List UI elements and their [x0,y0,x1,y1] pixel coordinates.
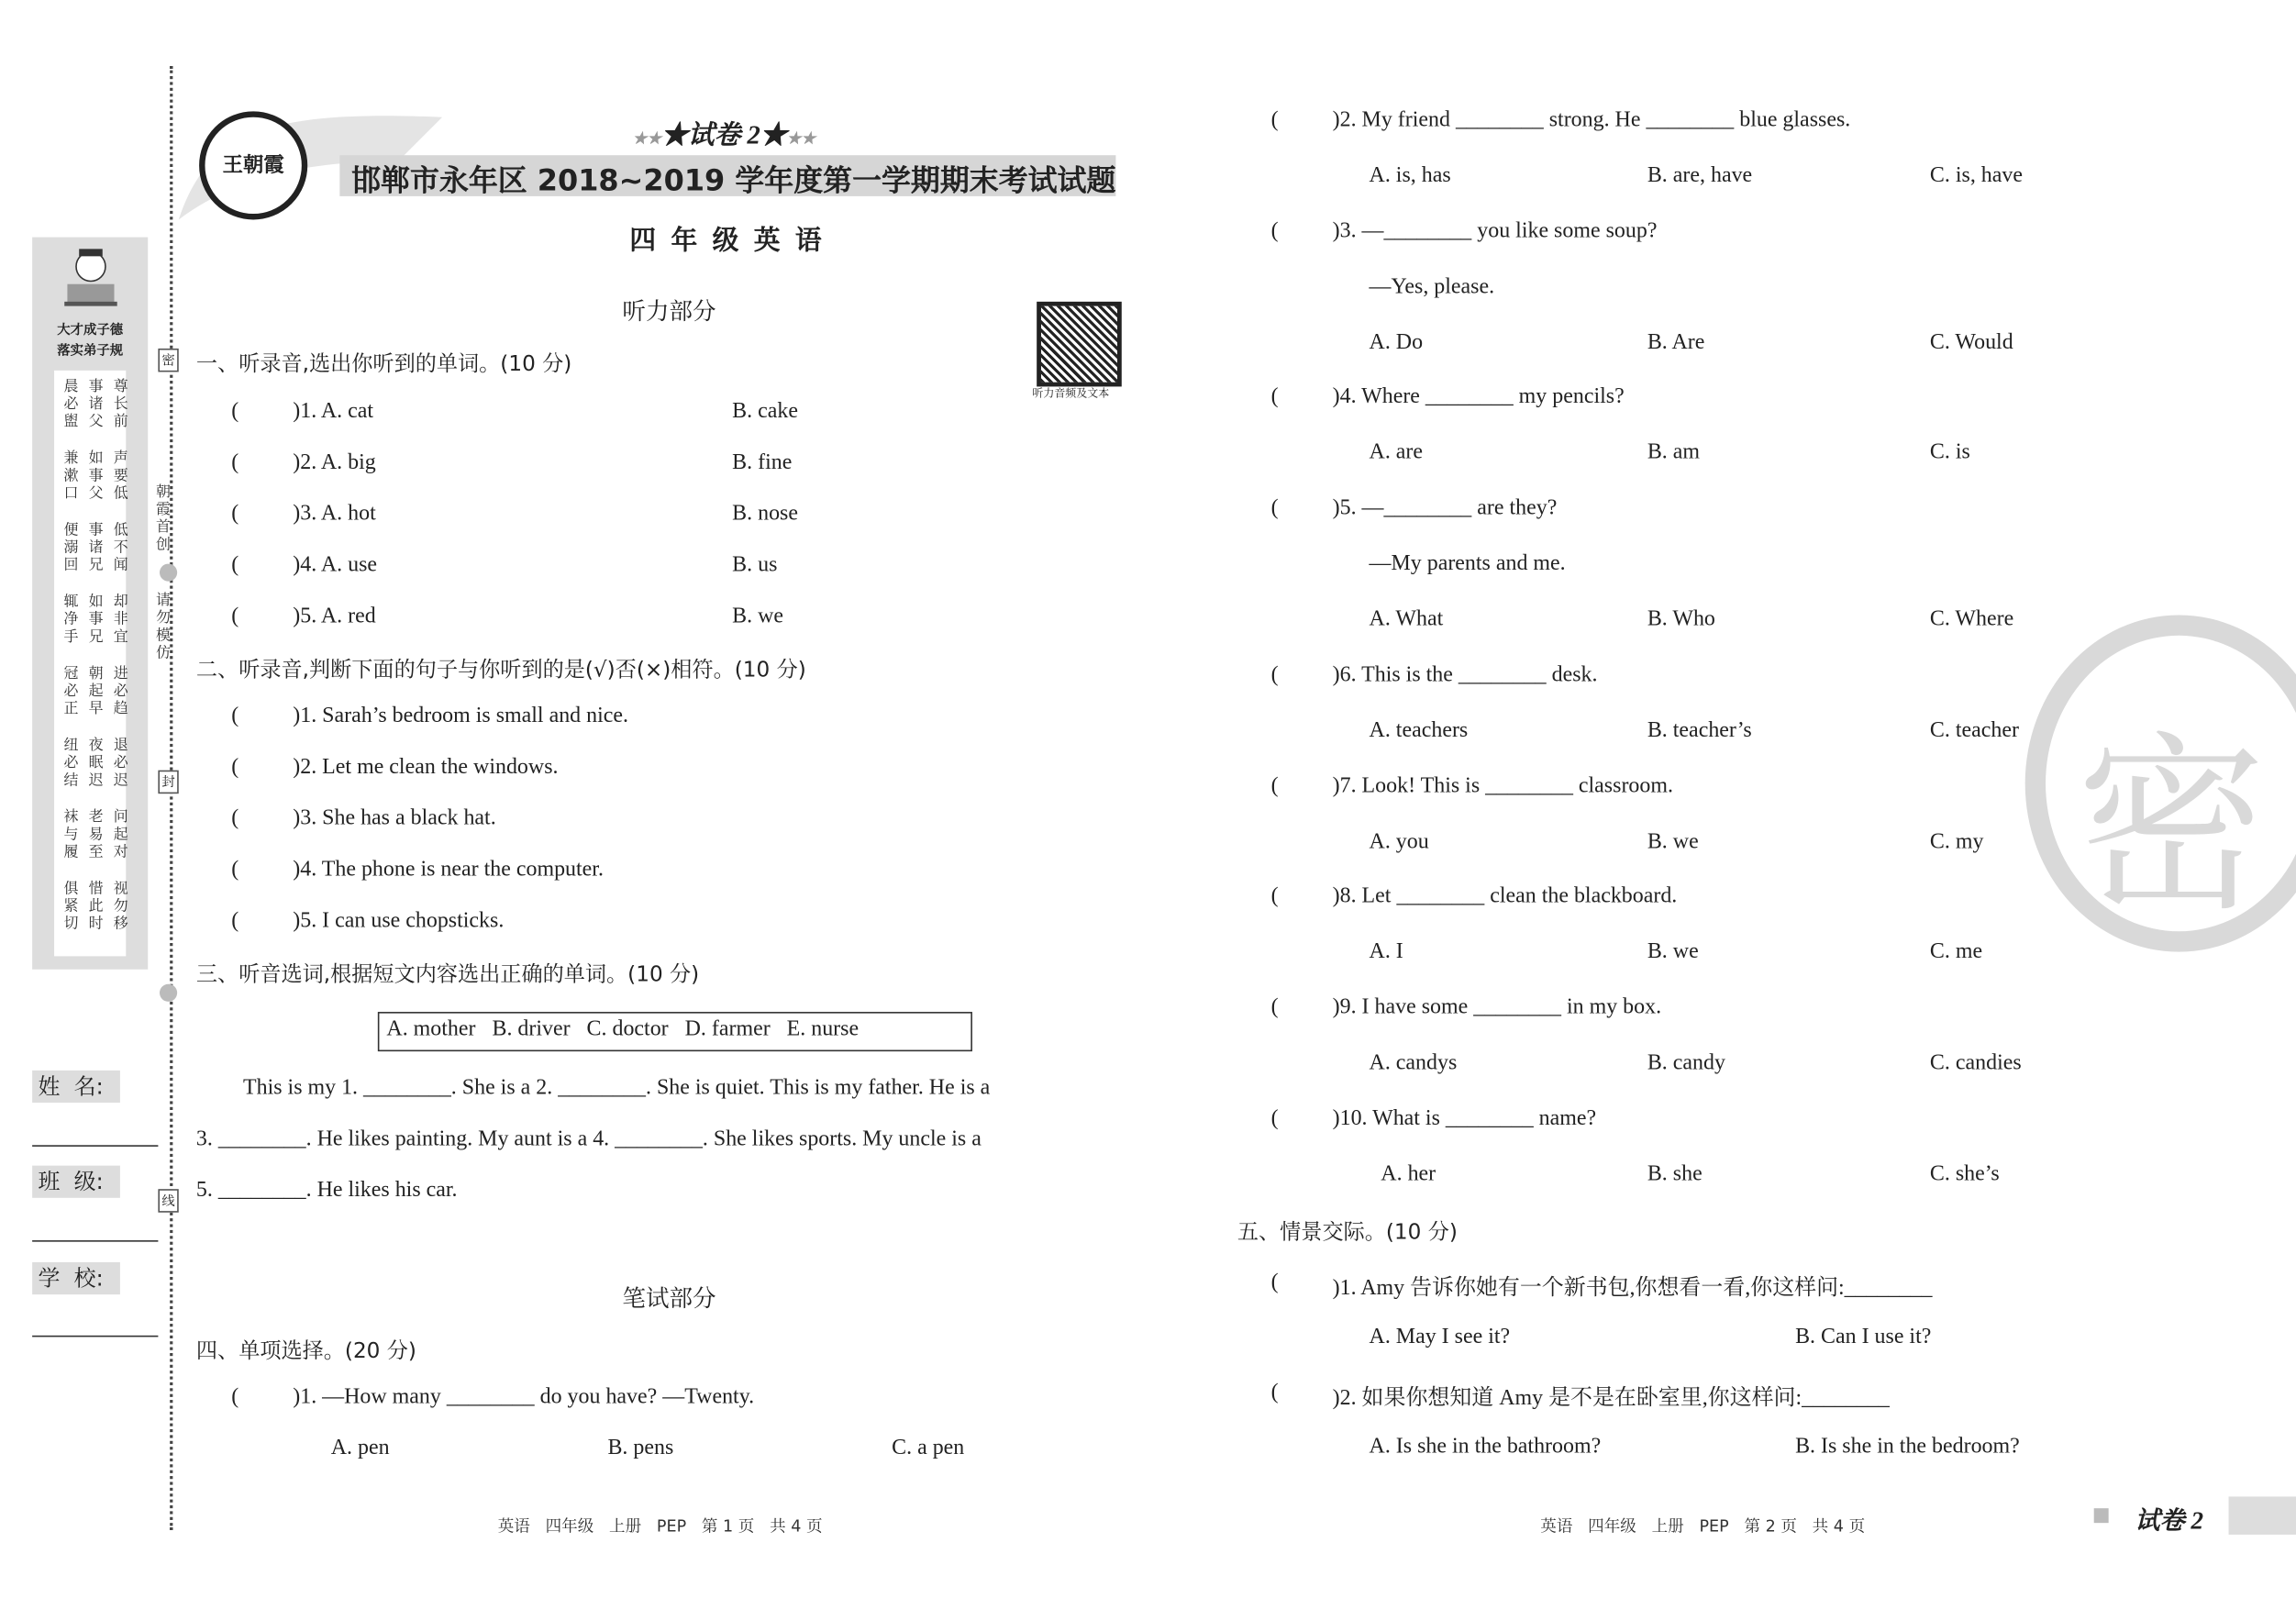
writing-section-title: 笔试部分 [622,1283,716,1313]
option-b: B. she [1647,1161,1703,1186]
option-b: B. Can I use it? [1795,1325,1932,1349]
dizigui-verse: 低不闻 [109,521,127,574]
passage-line-3: 5. ________. He likes his car. [195,1179,458,1203]
answer-bracket[interactable]: ( [1270,496,1279,520]
option-a: A. What [1369,607,1444,632]
answer-bracket[interactable]: ( [1270,1106,1279,1130]
question-text: )1. —How many ________ do you have? —Twenty. [293,1385,755,1409]
option-c: C. a pen [892,1436,965,1460]
option-b: B. we [1647,829,1699,853]
option-b: B. candy [1647,1050,1725,1075]
option-b: B. teacher’s [1647,718,1752,742]
qr-code[interactable] [1041,306,1117,383]
dizigui-verse: 纽必结 [60,736,77,790]
star-decoration: ★★ [786,130,816,149]
option-a: A. teachers [1369,718,1469,742]
option-c: C. she’s [1929,1161,2000,1186]
question-text: )10. What is ________ name? [1332,1106,1597,1130]
answer-bracket[interactable]: ( [1270,773,1279,798]
dizigui-verse: 晨必盥 [60,377,77,431]
name-label: 姓 名: [32,1071,120,1103]
school-input-line[interactable] [32,1336,158,1337]
dizigui-verse: 如事父 [84,449,102,503]
answer-bracket[interactable]: ( [231,502,239,527]
dialogue-response: —Yes, please. [1369,274,1495,299]
question-text: )2. My friend ________ strong. He ________ blue glasses. [1332,108,1851,132]
seal-mark-3: 线 [158,1189,178,1213]
passage-line-1: This is my 1. ________. She is a 2. ________. She is quiet. This is my father. He is a [242,1076,991,1100]
dizigui-verse: 视勿移 [109,880,127,933]
question-option-a: )4. A. use [293,553,378,577]
judgement-statement: )5. I can use chopsticks. [293,909,505,933]
paper-number-label: ★★★试卷 2★★★ [632,119,816,150]
dizigui-text [54,371,126,957]
class-label: 班 级: [32,1166,120,1198]
answer-bracket[interactable]: ( [1270,1271,1279,1295]
dizigui-verse: 尊长前 [109,377,127,431]
answer-bracket[interactable]: ( [231,399,239,424]
motto-line-2: 落实弟子规 [57,344,124,360]
judgement-statement: )3. She has a black hat. [293,806,496,831]
option-b: B. Who [1647,607,1715,632]
dizigui-verse: 事诸父 [84,377,102,431]
option-b: B. are, have [1647,163,1753,188]
answer-bracket[interactable]: ( [1270,884,1279,909]
dizigui-verse: 俱紧切 [60,880,77,933]
scholar-cartoon-icon [61,246,120,316]
question-text: )6. This is the ________ desk. [1332,662,1598,687]
exam-subject: 四 年 级 英 语 [629,225,825,257]
dizigui-verse: 袜与履 [60,808,77,861]
school-label: 学 校: [32,1262,120,1294]
section4-heading: 四、单项选择。(20 分) [195,1339,416,1364]
wangzhaoxia-logo: 王朝霞 [199,111,307,219]
listening-section-title: 听力部分 [622,297,716,326]
exam-title: 邯郸市永年区 2018~2019 学年度第一学期期末考试试题 [351,162,1116,198]
dizigui-verse: 如事兄 [84,593,102,646]
star-decoration: ★★ [632,130,662,149]
judgement-statement: )1. Sarah’s bedroom is small and nice. [293,704,629,728]
option-c: C. is [1929,441,1970,465]
passage-line-2: 3. ________. He likes painting. My aunt is a 4. ________. She likes sports. My uncle is a [195,1127,982,1151]
paper-number-text: 试卷 2 [687,119,760,150]
option-c: C. teacher [1929,718,2019,742]
footer-page-2: 英语 四年级 上册 PEP 第 2 页 共 4 页 [1540,1516,1866,1537]
question-option-b: B. nose [732,502,798,527]
option-a: A. you [1369,829,1429,853]
answer-bracket[interactable]: ( [1270,385,1279,409]
question-text: )4. Where ________ my pencils? [1332,385,1625,409]
dizigui-verse: 冠必正 [60,664,77,718]
option-c: C. is, have [1929,163,2024,188]
answer-bracket[interactable]: ( [231,1385,239,1409]
answer-bracket[interactable]: ( [1270,108,1279,132]
option-a: A. is, has [1369,163,1451,188]
judgement-statement: )2. Let me clean the windows. [293,755,559,780]
swirl-icon [160,564,177,582]
dizigui-verse: 进必趋 [109,664,127,718]
section2-heading: 二、听录音,判断下面的句子与你听到的是(√)否(×)相符。(10 分) [195,659,806,682]
dizigui-verse: 兼漱口 [60,449,77,503]
dizigui-verse: 老易至 [84,808,102,861]
margin-note-2: 请勿模仿 [152,591,169,662]
question-option-b: B. cake [732,399,798,424]
dizigui-verse: 朝起早 [84,664,102,718]
option-b: B. am [1647,441,1701,465]
dizigui-verse: 问起对 [109,808,127,861]
question-text: )2. 如果你想知道 Amy 是不是在卧室里,你这样问:________ [1332,1386,1890,1411]
option-a: A. pen [330,1436,390,1460]
seal-mark-1: 密 [158,349,178,372]
judgement-statement: )4. The phone is near the computer. [293,858,604,882]
name-input-line[interactable] [32,1145,158,1147]
option-b: B. pens [607,1436,674,1460]
answer-bracket[interactable]: ( [231,450,239,475]
motto-line-1: 大才成子德 [57,323,124,338]
option-c: C. Would [1929,330,2013,354]
answer-bracket[interactable]: ( [231,755,239,780]
question-text: )9. I have some ________ in my box. [1332,995,1662,1019]
answer-bracket[interactable]: ( [231,704,239,728]
section5-heading: 五、情景交际。(10 分) [1237,1221,1458,1245]
answer-bracket[interactable]: ( [1270,218,1279,243]
answer-bracket[interactable]: ( [1270,662,1279,687]
footer-page-1: 英语 四年级 上册 PEP 第 1 页 共 4 页 [497,1516,823,1537]
option-a: A. candys [1369,1050,1458,1075]
binding-dotted-line [170,66,172,1530]
class-input-line[interactable] [32,1240,158,1242]
question-text: )3. —________ you like some soup? [1332,218,1658,243]
option-b: B. we [1647,940,1699,964]
dizigui-verse: 却非宜 [109,593,127,646]
corner-decoration [2094,1508,2109,1523]
question-option-a: )1. A. cat [293,399,374,424]
option-c: C. me [1929,940,1983,964]
answer-bracket[interactable]: ( [231,605,239,628]
dizigui-verse: 声要低 [109,449,127,503]
answer-bracket[interactable]: ( [1270,1381,1279,1404]
answer-bracket[interactable]: ( [231,806,239,831]
corner-paper-label: 试卷 2 [2135,1506,2204,1535]
dialogue-response: —My parents and me. [1369,551,1566,576]
question-option-b: B. us [732,553,778,577]
seal-mark-2: 封 [158,771,178,794]
question-text: )5. —________ are they? [1332,496,1558,520]
word-bank-text: A. mother B. driver C. doctor D. farmer E. nurse [386,1017,860,1041]
option-c: C. Where [1929,607,2014,632]
question-option-b: B. fine [732,450,793,475]
section1-heading: 一、听录音,选出你听到的单词。(10 分) [195,352,572,377]
margin-note-1: 朝霞首创 [152,483,169,554]
answer-bracket[interactable]: ( [1270,995,1279,1019]
option-c: C. my [1929,829,1984,853]
question-text: )7. Look! This is ________ classroom. [1332,773,1673,798]
dizigui-verse: 便溺回 [60,521,77,574]
option-a: A. Is she in the bathroom? [1369,1435,1602,1459]
question-text: )1. Amy 告诉你她有一个新书包,你想看一看,你这样问:________ [1332,1276,1933,1301]
qr-caption: 听力音频及文本 [1032,386,1110,400]
answer-bracket[interactable]: ( [231,909,239,933]
option-a: A. her [1381,1161,1436,1186]
dizigui-verse: 惜此时 [84,880,102,933]
option-a: A. Do [1369,330,1424,354]
option-a: A. I [1369,940,1403,964]
dizigui-verse: 退必迟 [109,736,127,790]
swirl-icon [160,984,177,1002]
question-option-a: )2. A. big [293,450,376,475]
option-a: A. May I see it? [1369,1325,1511,1349]
option-a: A. are [1369,441,1424,465]
question-option-b: B. we [732,605,784,628]
answer-bracket[interactable]: ( [231,858,239,882]
option-c: C. candies [1929,1050,2022,1075]
question-text: )8. Let ________ clean the blackboard. [1332,884,1678,909]
section3-heading: 三、听音选词,根据短文内容选出正确的单词。(10 分) [195,963,700,987]
question-option-a: )5. A. red [293,605,376,628]
corner-gray-tab [2229,1496,2296,1535]
question-option-a: )3. A. hot [293,502,376,527]
option-b: B. Is she in the bedroom? [1795,1435,2020,1459]
dizigui-verse: 夜眠迟 [84,736,102,790]
option-b: B. Are [1647,330,1705,354]
dizigui-verse: 辄净手 [60,593,77,646]
sidebar-dizigui-panel [32,238,148,970]
dizigui-verse: 事诸兄 [84,521,102,574]
answer-bracket[interactable]: ( [231,553,239,577]
watermark-character: 密 [2076,714,2268,938]
